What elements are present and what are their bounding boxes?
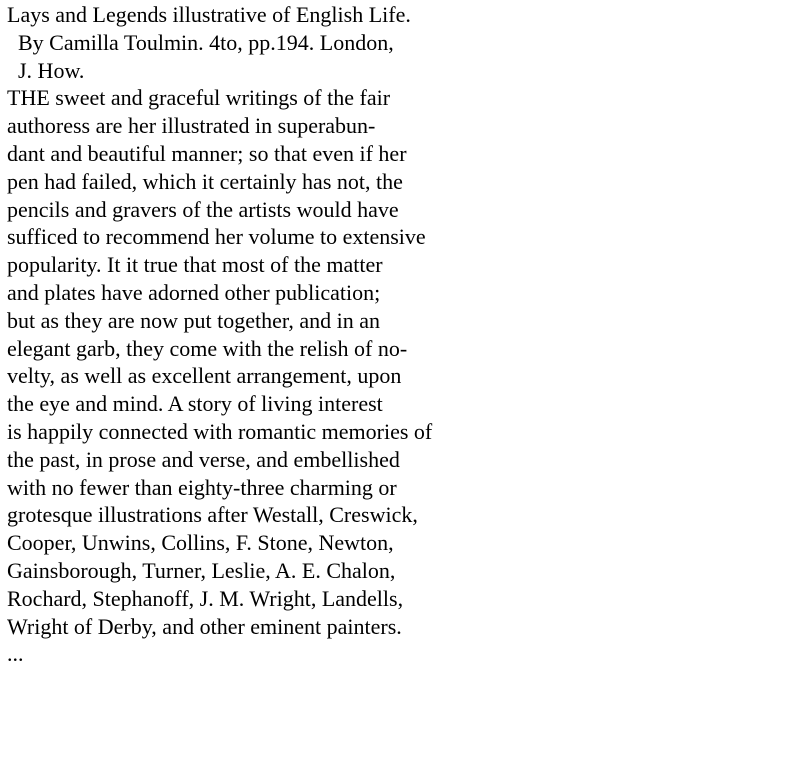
body-line: with no fewer than eighty-three charming or [7, 474, 397, 500]
body-line: pencils and gravers of the artists would have [7, 196, 399, 222]
body-line: and plates have adorned other publication; [7, 279, 381, 305]
body-line: Wright of Derby, and other eminent painters. [7, 613, 402, 639]
review-heading [7, 1, 787, 84]
body-line: the eye and mind. A story of living interest [7, 391, 383, 417]
body-line: Cooper, Unwins, Collins, F. Stone, Newton, [7, 530, 394, 556]
body-line: THE sweet and graceful writings of the fair [7, 85, 391, 111]
ellipsis-line: ... [7, 641, 24, 667]
heading-title-line: Lays and Legends illustrative of English Life. [7, 2, 411, 27]
body-line: elegant garb, they come with the relish of no- [7, 335, 408, 361]
body-line: the past, in prose and verse, and embellished [7, 446, 400, 472]
heading-author-line: By Camilla Toulmin. 4to, pp.194. London, [18, 29, 394, 55]
body-line: is happily connected with romantic memories of [7, 418, 433, 444]
heading-publisher-line: J. How. [18, 57, 85, 83]
body-line: dant and beautiful manner; so that even if her [7, 140, 407, 166]
body-line: sufficed to recommend her volume to extensive [7, 224, 426, 250]
body-line: pen had failed, which it certainly has not, the [7, 168, 403, 194]
review-body [7, 84, 787, 668]
body-line: Rochard, Stephanoff, J. M. Wright, Landells, [7, 585, 404, 611]
body-line: grotesque illustrations after Westall, Creswick, [7, 502, 418, 528]
body-line: authoress are her illustrated in superabun- [7, 113, 376, 139]
document-text [7, 1, 787, 668]
body-line: popularity. It it true that most of the matter [7, 252, 383, 278]
body-line: but as they are now put together, and in an [7, 307, 381, 333]
body-line: Gainsborough, Turner, Leslie, A. E. Chalon, [7, 557, 396, 583]
body-line: velty, as well as excellent arrangement, upon [7, 363, 402, 389]
